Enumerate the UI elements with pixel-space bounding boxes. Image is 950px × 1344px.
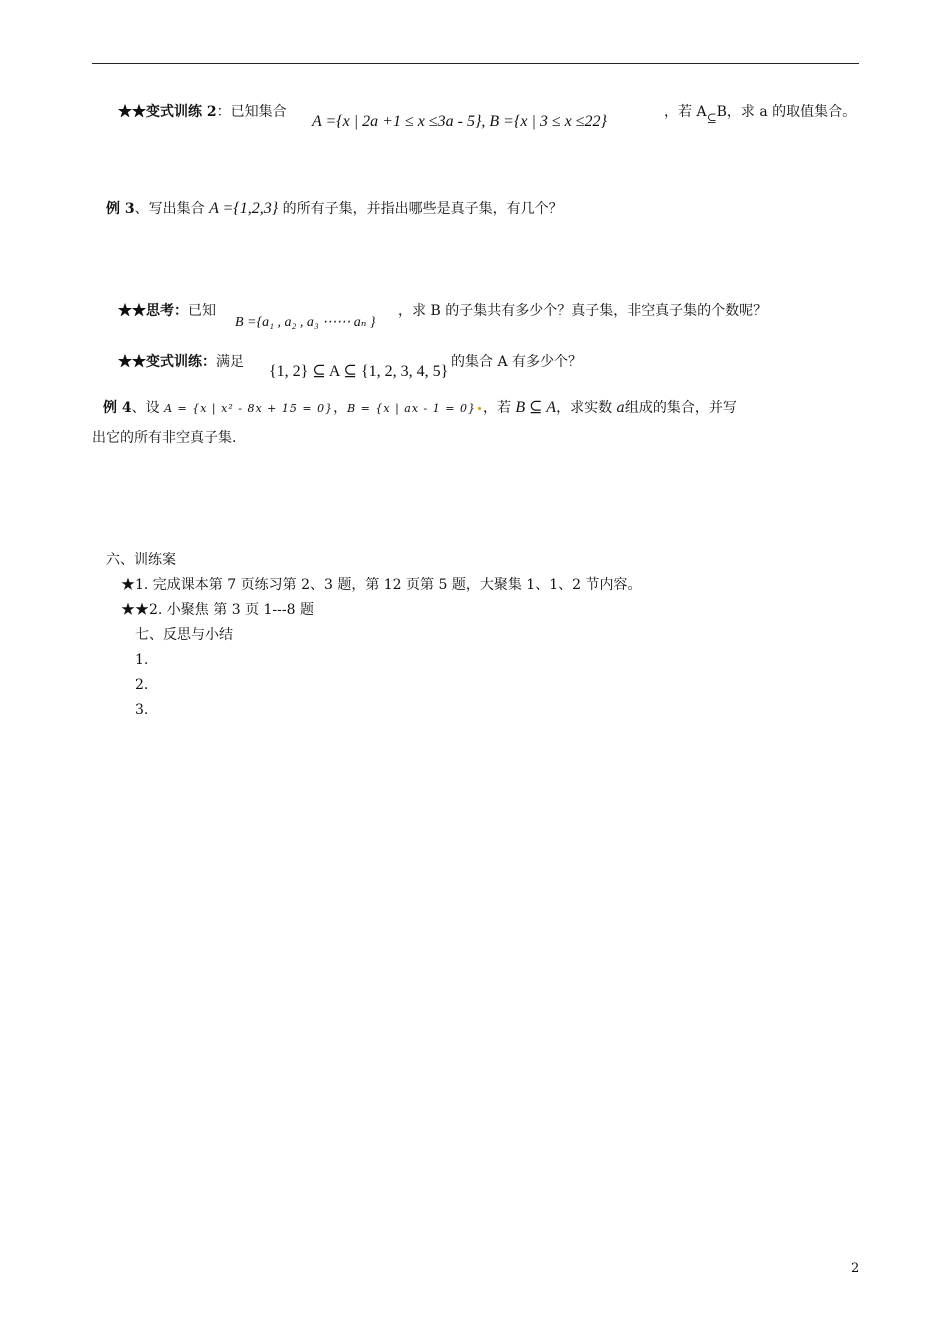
variant-label: 变式训练： — [146, 354, 216, 370]
example-text-1: 、写出集合 — [134, 201, 210, 217]
summary-item-3: 3. — [135, 702, 149, 718]
example-3 — [106, 199, 563, 219]
subset-chain-math: {1, 2} ⊆ A ⊆ {1, 2, 3, 4, 5} — [269, 363, 449, 380]
set-B-math: B ={a₁ , a₂ , a₃ ⋯⋯ aₙ } — [235, 315, 376, 330]
variant-exercise-2-tail — [664, 102, 856, 128]
stars: ★★ — [118, 104, 146, 120]
question-text: B，求 a 的取值集合。 — [716, 104, 857, 120]
variant-text-1: 满足 — [216, 354, 244, 370]
think-question-tail: ，求 B 的子集共有多少个？真子集，非空真子集的个数呢？ — [398, 303, 768, 319]
exercise-text: 已知集合 — [230, 104, 287, 120]
example-4 — [103, 398, 737, 419]
section-6-item-1: ★1. 完成课本第 7 页练习第 2、3 题，第 12 页第 5 题，大聚集 1、1、2 节内容。 — [121, 577, 642, 593]
example-4-line-2: 出它的所有非空真子集. — [92, 430, 237, 446]
section-6-item-2: ★★2. 小聚焦 第 3 页 1---8 题 — [121, 602, 314, 618]
example-label: 例 4 — [103, 400, 132, 416]
variant-exercise-2 — [118, 102, 287, 122]
variant-exercise — [118, 352, 244, 372]
subset-math: B ⊆ A — [515, 399, 557, 416]
example-text-1: 、设 — [131, 400, 165, 416]
set-A-math: A ={1,2,3} — [209, 200, 279, 217]
stars: ★★ — [118, 303, 146, 319]
section-7-title: 七、反思与小结 — [135, 627, 233, 643]
set-A-math: A = {x | x² - 8x + 15 = 0} — [164, 402, 334, 415]
example-text-4: 组成的集合，并写 — [624, 400, 737, 416]
think-label: 思考： — [146, 303, 188, 319]
summary-item-2: 2. — [135, 677, 149, 693]
marker-dot — [478, 407, 481, 410]
example-text-2: ，若 — [482, 400, 516, 416]
exercise-label: 变式训练 2 — [146, 104, 217, 120]
stars: ★★ — [118, 354, 146, 370]
think-question — [118, 301, 216, 321]
colon: ： — [216, 104, 231, 120]
summary-item-1: 1. — [135, 652, 149, 668]
variable-a: a — [616, 400, 625, 416]
comma: ， — [333, 400, 348, 416]
example-label: 例 3 — [106, 201, 135, 217]
page-number: 2 — [851, 1261, 860, 1276]
header-rule — [92, 63, 859, 64]
section-6-title: 六、训练案 — [106, 552, 176, 568]
think-text-1: 已知 — [188, 303, 216, 319]
set-B-math: B = {x | ax - 1 = 0} — [347, 402, 476, 415]
variant-exercise-tail: 的集合 A 有多少个？ — [451, 354, 583, 370]
example-text-2: 的所有子集，并指出哪些是真子集，有几个？ — [278, 201, 563, 217]
set-A-B-math: A ={x | 2a +1 ≤ x ≤3a - 5}, B ={x | 3 ≤ x ≤22} — [312, 113, 607, 130]
condition-text: ，若 A — [664, 104, 707, 120]
example-text-3: ，求实数 — [556, 400, 617, 416]
subset-symbol: ⊆ — [706, 111, 717, 125]
